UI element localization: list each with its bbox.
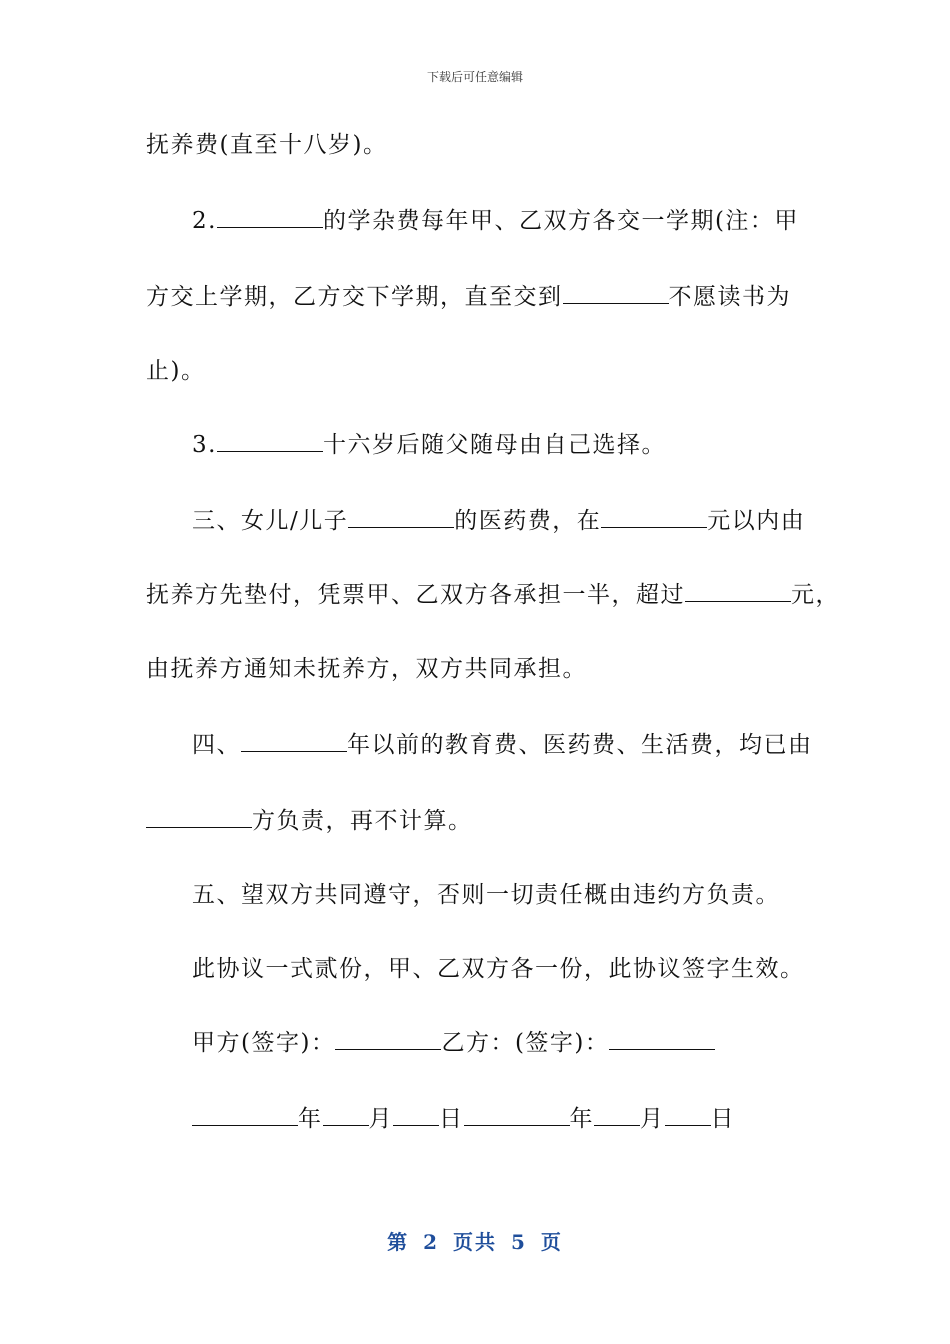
text-line (146, 580, 840, 610)
year-label: 年 (298, 1106, 323, 1132)
year-field[interactable] (464, 1104, 570, 1126)
page-footer (0, 1226, 950, 1255)
blank-field[interactable] (601, 506, 707, 528)
day-field[interactable] (393, 1104, 439, 1126)
text-line (192, 430, 666, 460)
text-line (192, 730, 813, 760)
text-line: 止)。 (146, 358, 206, 384)
line-text: 抚养方先垫付，凭票甲、乙双方各承担一半，超过 (146, 582, 685, 608)
line-text: 三、女儿/儿子 (192, 508, 349, 534)
date-line (192, 1104, 735, 1134)
blank-field[interactable] (217, 430, 323, 452)
text-line (192, 506, 805, 536)
footer-prefix: 第 (387, 1230, 410, 1254)
text-line (146, 806, 473, 836)
line-text: 方交上学期，乙方交下学期，直至交到 (146, 284, 563, 310)
party-b-label: 乙方：(签字)： (441, 1030, 610, 1056)
blank-field[interactable] (685, 580, 791, 602)
day-field[interactable] (665, 1104, 711, 1126)
text-line: 五、望双方共同遵守，否则一切责任概由违约方负责。 (192, 882, 780, 908)
text-line: 由抚养方通知未抚养方，双方共同承担。 (146, 656, 587, 682)
month-label: 月 (368, 1106, 393, 1132)
clause-number: 3. (192, 432, 217, 458)
line-text: 方负责，再不计算。 (252, 808, 473, 834)
line-text: 不愿读书为 (668, 284, 791, 310)
year-label: 年 (569, 1106, 594, 1132)
current-page-number: 2 (423, 1230, 439, 1254)
blank-field[interactable] (348, 506, 454, 528)
signature-line (192, 1028, 715, 1058)
month-field[interactable] (323, 1104, 369, 1126)
party-a-label: 甲方(签字)： (192, 1030, 336, 1056)
month-field[interactable] (594, 1104, 640, 1126)
party-b-signature-field[interactable] (609, 1028, 715, 1050)
blank-field[interactable] (241, 730, 347, 752)
line-text: 的学杂费每年甲、乙双方各交一学期(注：甲 (322, 208, 799, 234)
blank-field[interactable] (217, 206, 323, 228)
line-text: 的医药费，在 (454, 508, 602, 534)
line-text: 元， (791, 582, 840, 608)
year-field[interactable] (192, 1104, 298, 1126)
month-label: 月 (640, 1106, 665, 1132)
text-line (192, 206, 799, 236)
line-text: 四、 (192, 732, 241, 758)
text-line: 此协议一式贰份，甲、乙双方各一份，此协议签字生效。 (192, 956, 805, 982)
line-text: 十六岁后随父随母由自己选择。 (322, 432, 666, 458)
total-pages-number: 5 (511, 1230, 527, 1254)
text-line (146, 282, 791, 312)
line-text: 年以前的教育费、医药费、生活费，均已由 (347, 732, 813, 758)
clause-number: 2. (192, 208, 217, 234)
footer-suffix: 页 (540, 1230, 563, 1254)
line-text: 元以内由 (707, 508, 806, 534)
page-header: 下载后可任意编辑 (426, 70, 523, 84)
blank-field[interactable] (146, 806, 252, 828)
blank-field[interactable] (563, 282, 669, 304)
day-label: 日 (710, 1106, 735, 1132)
party-a-signature-field[interactable] (335, 1028, 441, 1050)
text-line: 抚养费(直至十八岁)。 (146, 132, 388, 158)
footer-mid: 页共 (453, 1230, 497, 1254)
day-label: 日 (439, 1106, 464, 1132)
